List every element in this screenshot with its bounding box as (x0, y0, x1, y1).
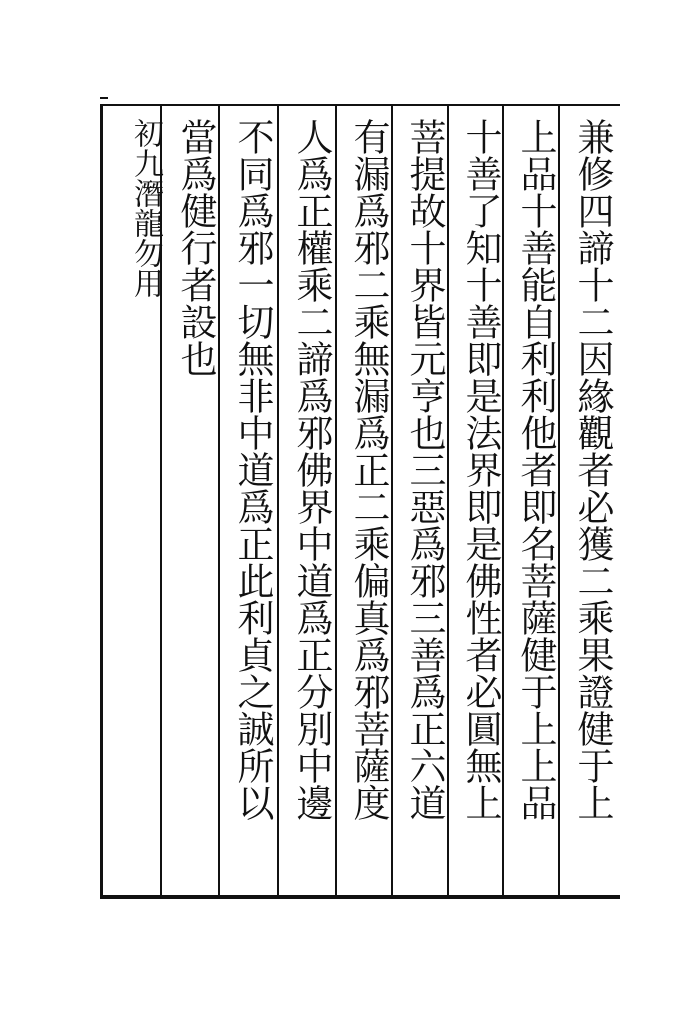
text-column-3: 十善了知十善即是法界即是佛性者必圓無上 (459, 118, 502, 821)
text-column-8: 當爲健行者設也 (174, 118, 217, 377)
column-rule (391, 106, 393, 896)
column-rule (558, 106, 560, 896)
column-rule (277, 106, 279, 896)
text-column-4: 菩提故十界皆元亨也三惡爲邪三善爲正六道 (403, 118, 446, 821)
text-column-7: 不同爲邪一切無非中道爲正此利貞之誠所以 (231, 118, 274, 821)
hexagram-line-heading: 初九潛龍勿用 (128, 118, 163, 298)
column-rule (335, 106, 337, 896)
column-rule (218, 106, 220, 896)
frame-mark (100, 97, 108, 99)
text-column-2: 上品十善能自利利他者即名菩薩健于上上品 (514, 118, 557, 821)
column-rule (447, 106, 449, 896)
text-column-1: 兼修四諦十二因緣觀者必獲二乘果證健于上 (571, 118, 614, 821)
text-column-5: 有漏爲邪二乘無漏爲正二乘偏真爲邪菩薩度 (347, 118, 390, 821)
text-column-6: 人爲正權乘二諦爲邪佛界中道爲正分別中邊 (290, 118, 333, 821)
